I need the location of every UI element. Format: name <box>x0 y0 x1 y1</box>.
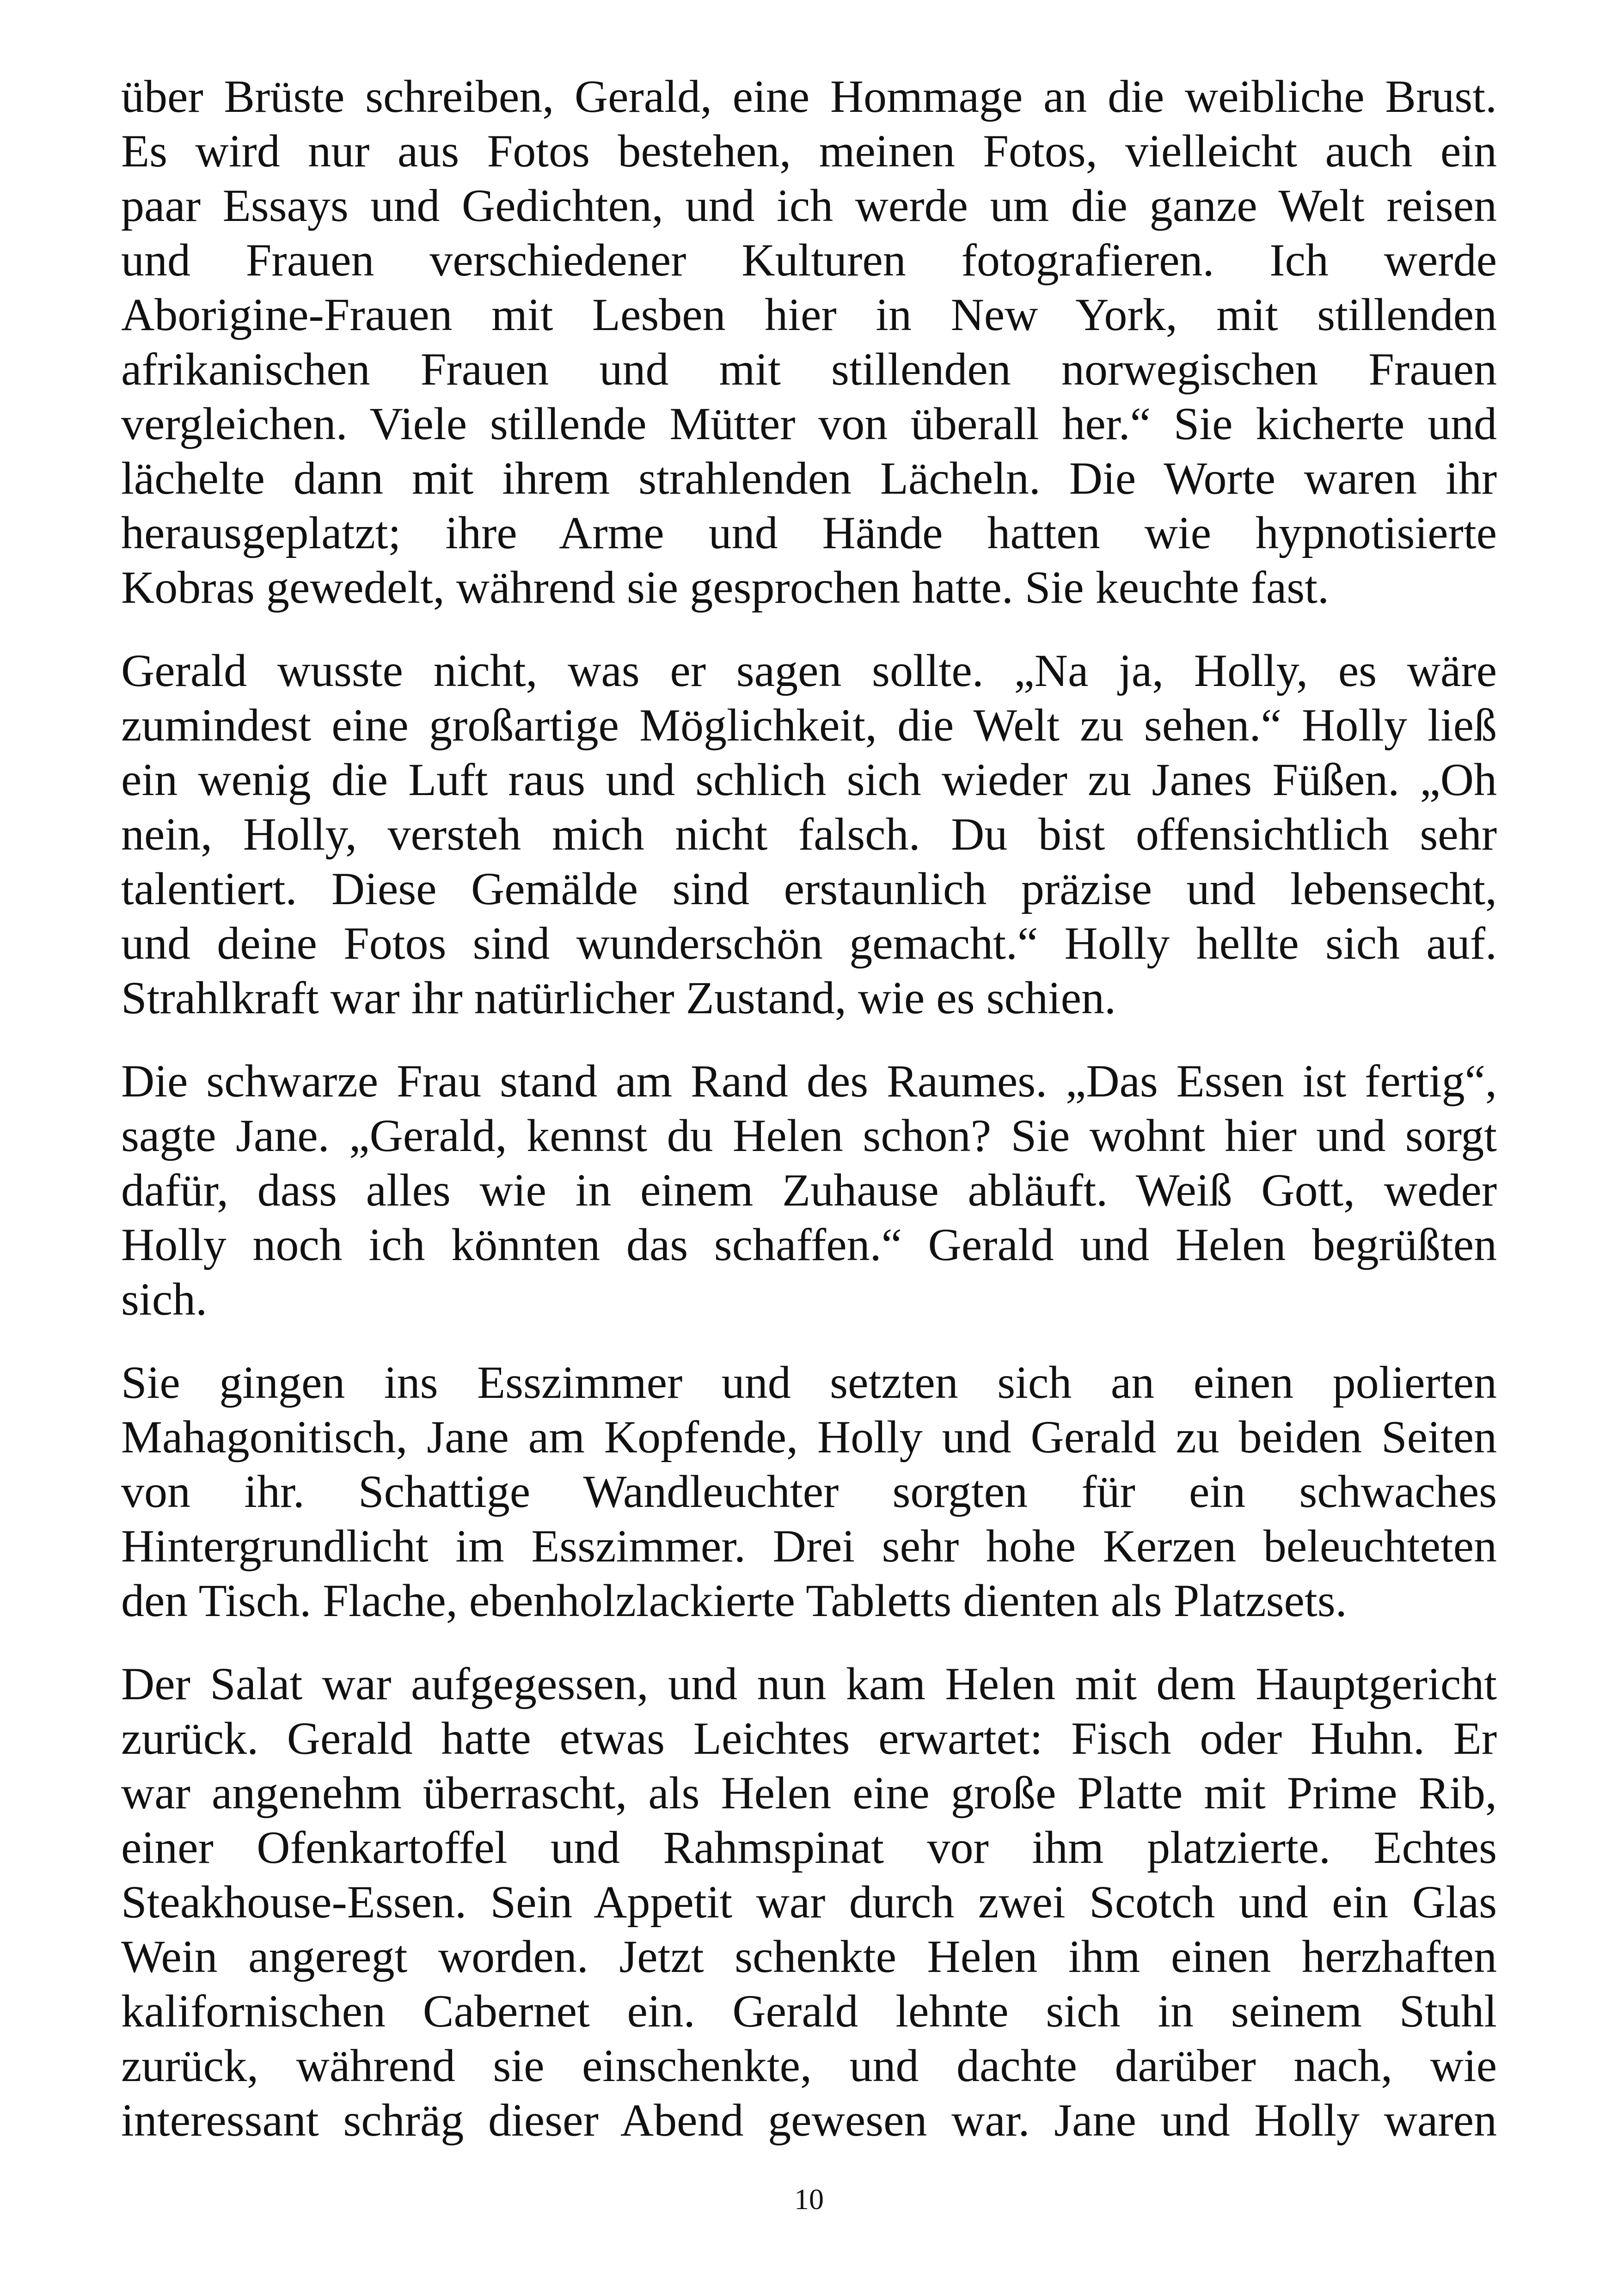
text-line: zumindest eine großartige Möglichkeit, die Welt zu sehen.“ Holly ließ <box>121 699 1497 751</box>
body-text <box>121 69 1497 2176</box>
text-line: ein wenig die Luft raus und schlich sich wieder zu Janes Füßen. „Oh <box>121 754 1497 805</box>
text-line: Sie gingen ins Esszimmer und setzten sich an einen polierten <box>121 1357 1497 1408</box>
text-line: Wein angeregt worden. Jetzt schenkte Helen ihm einen herzhaften <box>121 1931 1497 1982</box>
text-line: war angenehm überrascht, als Helen eine große Platte mit Prime Rib, <box>121 1767 1497 1818</box>
text-line: Holly noch ich könnten das schaffen.“ Gerald und Helen begrüßten <box>121 1219 1497 1270</box>
text-line: vergleichen. Viele stillende Mütter von überall her.“ Sie kicherte und <box>121 398 1497 449</box>
text-line: dafür, dass alles wie in einem Zuhause abläuft. Weiß Gott, weder <box>121 1164 1497 1216</box>
text-line: interessant schräg dieser Abend gewesen war. Jane und Holly waren <box>121 2094 1497 2146</box>
text-line: talentiert. Diese Gemälde sind erstaunlich präzise und lebensecht, <box>121 863 1497 914</box>
text-line: kalifornischen Cabernet ein. Gerald lehnte sich in seinem Stuhl <box>121 1985 1497 2037</box>
paragraph <box>121 1355 1497 1628</box>
text-line: sagte Jane. „Gerald, kennst du Helen schon? Sie wohnt hier und sorgt <box>121 1110 1497 1161</box>
text-line: den Tisch. Flache, ebenholzlackierte Tabletts dienten als Platzsets. <box>121 1575 1347 1626</box>
text-line: Es wird nur aus Fotos bestehen, meinen Fotos, vielleicht auch ein <box>121 125 1497 177</box>
text-line: Die schwarze Frau stand am Rand des Raumes. „Das Essen ist fertig“, <box>121 1055 1497 1107</box>
text-line: und Frauen verschiedener Kulturen fotografieren. Ich werde <box>121 234 1497 286</box>
text-line: über Brüste schreiben, Gerald, eine Hommage an die weibliche Brust. <box>121 71 1497 122</box>
page-number: 10 <box>794 2183 824 2216</box>
text-line: Der Salat war aufgegessen, und nun kam Helen mit dem Hauptgericht <box>121 1658 1497 1709</box>
text-line: afrikanischen Frauen und mit stillenden norwegischen Frauen <box>121 343 1497 395</box>
text-line: einer Ofenkartoffel und Rahmspinat vor ihm platzierte. Echtes <box>121 1822 1497 1873</box>
text-line: von ihr. Schattige Wandleuchter sorgten für ein schwaches <box>121 1466 1497 1517</box>
text-line: und deine Fotos sind wunderschön gemacht.“ Holly hellte sich auf. <box>121 918 1497 969</box>
text-line: nein, Holly, versteh mich nicht falsch. Du bist offensichtlich sehr <box>121 808 1497 860</box>
text-line: Kobras gewedelt, während sie gesprochen hatte. Sie keuchte fast. <box>121 562 1329 613</box>
text-line: herausgeplatzt; ihre Arme und Hände hatten wie hypnotisierte <box>121 507 1497 558</box>
text-line: lächelte dann mit ihrem strahlenden Lächeln. Die Worte waren ihr <box>121 453 1497 504</box>
paragraph <box>121 1657 1497 2148</box>
text-line: zurück, während sie einschenkte, und dachte darüber nach, wie <box>121 2040 1497 2091</box>
text-line: Strahlkraft war ihr natürlicher Zustand, wie es schien. <box>121 972 1116 1023</box>
text-line: Steakhouse-Essen. Sein Appetit war durch zwei Scotch und ein Glas <box>121 1876 1497 1928</box>
paragraph <box>121 643 1497 1025</box>
text-line: Mahagonitisch, Jane am Kopfende, Holly und Gerald zu beiden Seiten <box>121 1411 1497 1463</box>
text-line: sich. <box>121 1274 208 1325</box>
paragraph <box>121 69 1497 615</box>
paragraph <box>121 1054 1497 1327</box>
text-line: paar Essays und Gedichten, und ich werde um die ganze Welt reisen <box>121 180 1497 231</box>
text-line: Hintergrundlicht im Esszimmer. Drei sehr hohe Kerzen beleuchteten <box>121 1520 1497 1572</box>
text-line: Gerald wusste nicht, was er sagen sollte. „Na ja, Holly, es wäre <box>121 645 1497 696</box>
text-line: Aborigine-Frauen mit Lesben hier in New York, mit stillenden <box>121 289 1497 340</box>
text-line: zurück. Gerald hatte etwas Leichtes erwartet: Fisch oder Huhn. Er <box>121 1713 1497 1764</box>
